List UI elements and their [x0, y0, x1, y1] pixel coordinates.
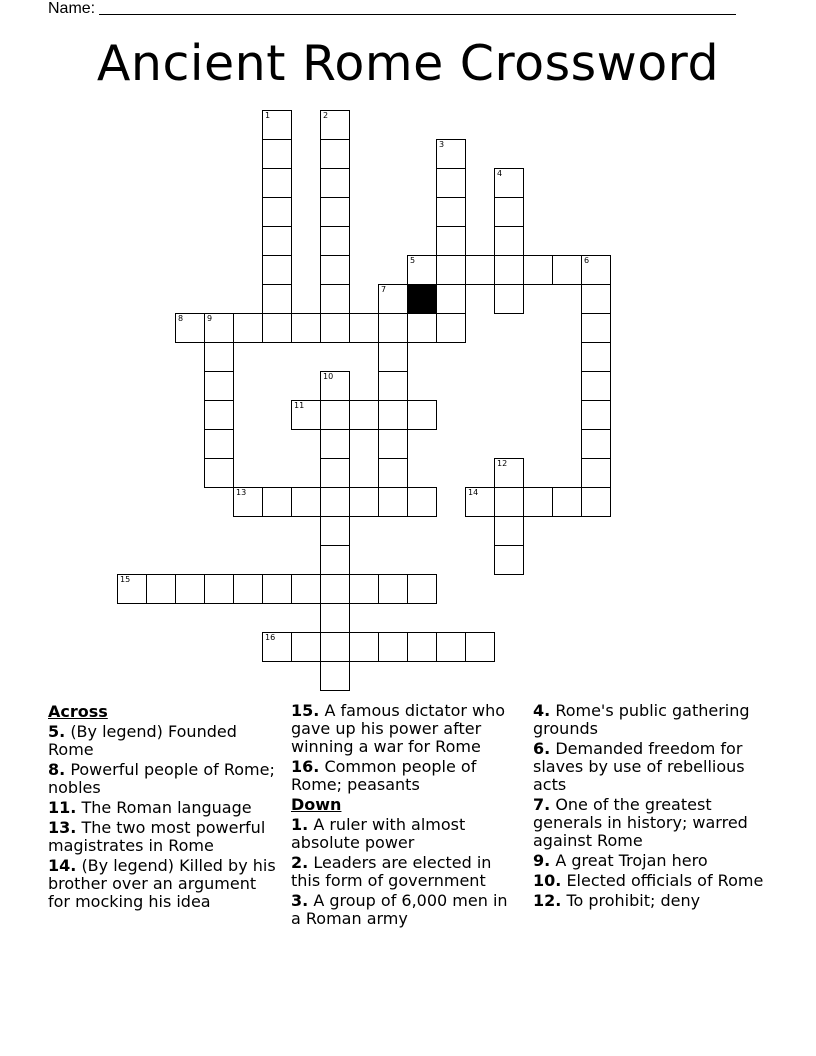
clue-text: One of the greatest generals in history; warred against Rome — [533, 795, 748, 850]
grid-cell[interactable] — [320, 284, 350, 314]
grid-cell[interactable] — [320, 255, 350, 285]
grid-cell[interactable] — [581, 371, 611, 401]
grid-cell[interactable] — [117, 574, 147, 604]
grid-cell[interactable] — [378, 429, 408, 459]
clue-down-10 — [533, 872, 773, 890]
grid-cell[interactable] — [349, 313, 379, 343]
clue-number: 13. — [48, 818, 77, 837]
grid-cell[interactable] — [320, 226, 350, 256]
grid-cell[interactable] — [320, 487, 350, 517]
grid-cell[interactable] — [581, 284, 611, 314]
clue-across-11 — [48, 799, 276, 817]
grid-cell[interactable] — [436, 255, 466, 285]
grid-cell[interactable] — [320, 458, 350, 488]
grid-cell[interactable] — [349, 400, 379, 430]
grid-cell[interactable] — [262, 139, 292, 169]
cell-number: 8 — [178, 314, 184, 323]
grid-cell[interactable] — [320, 168, 350, 198]
grid-cell[interactable] — [291, 574, 321, 604]
grid-cell[interactable] — [204, 342, 234, 372]
grid-cell[interactable] — [320, 603, 350, 633]
cell-number: 4 — [497, 169, 503, 178]
grid-cell[interactable] — [204, 313, 234, 343]
clue-number: 14. — [48, 856, 77, 875]
clue-number: 15. — [291, 701, 320, 720]
clue-text: Rome's public gathering grounds — [533, 701, 750, 738]
grid-cell[interactable] — [494, 516, 524, 546]
clue-text: A famous dictator who gave up his power after winning a war for Rome — [291, 701, 506, 756]
grid-cell[interactable] — [204, 574, 234, 604]
clue-across-14 — [48, 857, 276, 911]
grid-cell[interactable] — [320, 429, 350, 459]
grid-cell[interactable] — [291, 400, 321, 430]
grid-cell[interactable] — [291, 313, 321, 343]
grid-cell[interactable] — [204, 371, 234, 401]
clue-text: The two most powerful magistrates in Rome — [48, 818, 266, 855]
name-label: Name: — [48, 0, 96, 17]
grid-cell[interactable] — [407, 313, 437, 343]
grid-cell[interactable] — [465, 487, 495, 517]
grid-cell[interactable] — [262, 487, 292, 517]
grid-cell[interactable] — [349, 632, 379, 662]
grid-cell[interactable] — [175, 313, 205, 343]
grid-cell[interactable] — [262, 226, 292, 256]
grid-cell[interactable] — [378, 400, 408, 430]
grid-cell[interactable] — [146, 574, 176, 604]
clue-text: Powerful people of Rome; nobles — [48, 760, 275, 797]
clue-down-4 — [533, 702, 773, 738]
grid-cell[interactable] — [320, 516, 350, 546]
clue-text: (By legend) Founded Rome — [48, 722, 237, 759]
grid-cell[interactable] — [581, 487, 611, 517]
grid-cell[interactable] — [494, 545, 524, 575]
grid-cell[interactable] — [262, 632, 292, 662]
grid-cell[interactable] — [262, 284, 292, 314]
grid-cell[interactable] — [349, 487, 379, 517]
clue-number: 12. — [533, 891, 562, 910]
grid-cell[interactable] — [320, 661, 350, 691]
grid-cell[interactable] — [175, 574, 205, 604]
grid-cell[interactable] — [320, 110, 350, 140]
clue-down-12 — [533, 892, 773, 910]
grid-cell[interactable] — [494, 226, 524, 256]
grid-cell[interactable] — [233, 313, 263, 343]
clue-across-5 — [48, 723, 276, 759]
clue-down-7 — [533, 796, 773, 850]
clue-number: 9. — [533, 851, 551, 870]
grid-cell[interactable] — [320, 197, 350, 227]
grid-cell[interactable] — [378, 371, 408, 401]
grid-cell[interactable] — [378, 574, 408, 604]
clue-across-16 — [291, 758, 519, 794]
clue-number: 10. — [533, 871, 562, 890]
clue-text: The Roman language — [81, 798, 252, 817]
clues-column-1 — [48, 702, 276, 913]
grid-cell[interactable] — [320, 313, 350, 343]
grid-cell[interactable] — [378, 487, 408, 517]
grid-cell[interactable] — [233, 487, 263, 517]
clue-down-9 — [533, 852, 773, 870]
grid-cell[interactable] — [407, 574, 437, 604]
cell-number: 9 — [207, 314, 213, 323]
grid-cell[interactable] — [407, 487, 437, 517]
cell-number: 15 — [120, 575, 131, 584]
grid-cell[interactable] — [552, 487, 582, 517]
clue-number: 8. — [48, 760, 66, 779]
grid-cell[interactable] — [262, 255, 292, 285]
grid-cell[interactable] — [407, 400, 437, 430]
clue-down-1 — [291, 816, 519, 852]
grid-cell[interactable] — [349, 574, 379, 604]
cell-number: 14 — [468, 488, 479, 497]
across-heading: Across — [48, 702, 108, 721]
grid-cell[interactable] — [407, 255, 437, 285]
grid-cell[interactable] — [494, 458, 524, 488]
grid-cell[interactable] — [291, 487, 321, 517]
clue-number: 11. — [48, 798, 77, 817]
clue-text: To prohibit; deny — [566, 891, 701, 910]
clues-column-2 — [291, 702, 519, 930]
clue-text: A ruler with almost absolute power — [291, 815, 466, 852]
cell-number: 1 — [265, 111, 271, 120]
grid-cell[interactable] — [552, 255, 582, 285]
clue-number: 2. — [291, 853, 309, 872]
cell-number: 7 — [381, 285, 387, 294]
grid-cell[interactable] — [581, 458, 611, 488]
clue-across-8 — [48, 761, 276, 797]
grid-cell[interactable] — [291, 632, 321, 662]
grid-cell[interactable] — [378, 313, 408, 343]
grid-cell[interactable] — [494, 255, 524, 285]
grid-cell[interactable] — [581, 429, 611, 459]
grid-cell[interactable] — [436, 226, 466, 256]
clue-down-2 — [291, 854, 519, 890]
cell-number: 11 — [294, 401, 305, 410]
cell-number: 2 — [323, 111, 329, 120]
grid-cell[interactable] — [494, 487, 524, 517]
grid-cell[interactable] — [407, 632, 437, 662]
blocked-cell — [407, 284, 437, 314]
grid-cell[interactable] — [378, 632, 408, 662]
grid-cell[interactable] — [436, 313, 466, 343]
clue-across-15 — [291, 702, 519, 756]
grid-cell[interactable] — [262, 313, 292, 343]
grid-cell[interactable] — [436, 197, 466, 227]
grid-cell[interactable] — [204, 429, 234, 459]
clue-number: 5. — [48, 722, 66, 741]
grid-cell[interactable] — [494, 284, 524, 314]
page-title: Ancient Rome Crossword — [96, 35, 720, 92]
grid-cell[interactable] — [320, 139, 350, 169]
cell-number: 10 — [323, 372, 334, 381]
grid-cell[interactable] — [436, 284, 466, 314]
grid-cell[interactable] — [320, 371, 350, 401]
clue-number: 4. — [533, 701, 551, 720]
down-heading: Down — [291, 795, 342, 814]
grid-cell[interactable] — [204, 400, 234, 430]
grid-cell[interactable] — [523, 255, 553, 285]
grid-cell[interactable] — [465, 255, 495, 285]
grid-cell[interactable] — [233, 574, 263, 604]
grid-cell[interactable] — [378, 458, 408, 488]
grid-cell[interactable] — [378, 342, 408, 372]
grid-cell[interactable] — [494, 197, 524, 227]
cell-number: 6 — [584, 256, 590, 265]
grid-cell[interactable] — [320, 574, 350, 604]
clue-down-6 — [533, 740, 773, 794]
cell-number: 5 — [410, 256, 416, 265]
grid-cell[interactable] — [523, 487, 553, 517]
clue-number: 7. — [533, 795, 551, 814]
grid-cell[interactable] — [436, 139, 466, 169]
grid-cell[interactable] — [262, 110, 292, 140]
grid-cell[interactable] — [465, 632, 495, 662]
clue-number: 1. — [291, 815, 309, 834]
cell-number: 16 — [265, 633, 276, 642]
grid-cell[interactable] — [581, 255, 611, 285]
grid-cell[interactable] — [262, 168, 292, 198]
clue-text: A great Trojan hero — [555, 851, 708, 870]
grid-cell[interactable] — [204, 458, 234, 488]
clue-text: (By legend) Killed by his brother over an argument for mocking his idea — [48, 856, 276, 911]
clue-text: A group of 6,000 men in a Roman army — [291, 891, 508, 928]
clues-column-3 — [533, 702, 773, 912]
grid-cell[interactable] — [262, 574, 292, 604]
clue-down-3 — [291, 892, 519, 928]
clue-number: 16. — [291, 757, 320, 776]
grid-cell[interactable] — [581, 313, 611, 343]
clue-across-13 — [48, 819, 276, 855]
cell-number: 3 — [439, 140, 445, 149]
clue-text: Common people of Rome; peasants — [291, 757, 477, 794]
clue-text: Elected officials of Rome — [566, 871, 764, 890]
clue-text: Leaders are elected in this form of government — [291, 853, 492, 890]
grid-cell[interactable] — [378, 284, 408, 314]
grid-cell[interactable] — [581, 342, 611, 372]
grid-cell[interactable] — [320, 545, 350, 575]
clue-text: Demanded freedom for slaves by use of rebellious acts — [533, 739, 745, 794]
clue-number: 3. — [291, 891, 309, 910]
grid-cell[interactable] — [262, 197, 292, 227]
grid-cell[interactable] — [436, 632, 466, 662]
grid-cell[interactable] — [494, 168, 524, 198]
grid-cell[interactable] — [581, 400, 611, 430]
grid-cell[interactable] — [436, 168, 466, 198]
cell-number: 12 — [497, 459, 508, 468]
clue-number: 6. — [533, 739, 551, 758]
grid-cell[interactable] — [320, 632, 350, 662]
cell-number: 13 — [236, 488, 247, 497]
grid-cell[interactable] — [320, 400, 350, 430]
